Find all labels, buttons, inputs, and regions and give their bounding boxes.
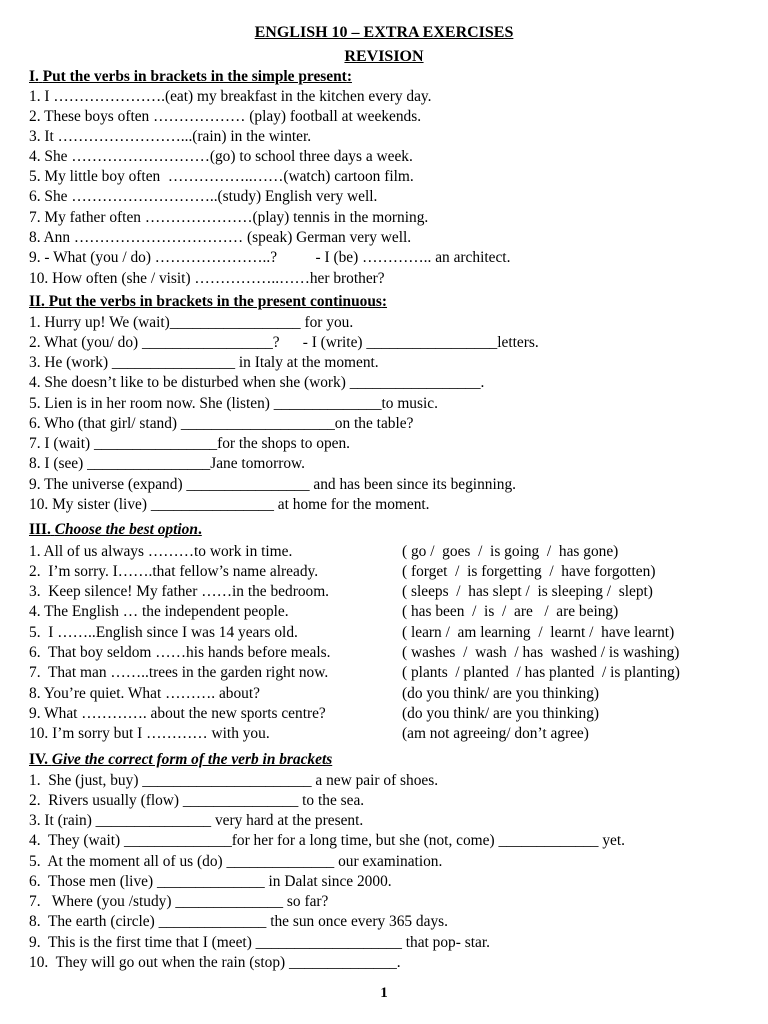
exercise-item: 6. Those men (live) ______________ in Dalat since 2000. <box>29 873 392 890</box>
answer-options: ( go / goes / is going / has gone) <box>402 543 619 560</box>
exercise-item: 1. She (just, buy) ______________________ a new pair of shoes. <box>29 772 439 789</box>
section-heading-suffix: : <box>381 293 388 310</box>
exercise-item: 4. The English … the independent people. <box>29 603 289 620</box>
exercise-item: 9. What …………. about the new sports centre? <box>29 705 326 722</box>
section-heading-2 <box>29 292 387 312</box>
exercise-item: 8. Ann …………………………… (speak) German very well. <box>29 229 412 246</box>
answer-options: (am not agreeing/ don’t agree) <box>402 725 589 742</box>
exercise-item: 2. These boys often ……………… (play) football at weekends. <box>29 108 422 125</box>
exercise-item: 7. My father often …………………(play) tennis in the morning. <box>29 209 429 226</box>
exercise-item: 6. That boy seldom ……his hands before meals. <box>29 644 331 661</box>
section-numeral: IV. <box>29 751 48 768</box>
section-numeral: II. <box>29 293 45 310</box>
exercise-item: 4. They (wait) ______________for her for a long time, but she (not, come) _____________ yet. <box>29 832 625 849</box>
exercise-item: 5. My little boy often ……………..……(watch) cartoon film. <box>29 168 414 185</box>
exercise-item: 9. - What (you / do) …………………..? - I (be) ………….. an architect. <box>29 249 511 266</box>
section-heading-suffix: : <box>346 68 352 85</box>
section-heading-suffix: . <box>197 521 202 538</box>
exercise-item: 3. It ……………………...(rain) in the winter. <box>29 128 312 145</box>
section-numeral: III. <box>29 521 51 538</box>
exercise-item: 5. Lien is in her room now. She (listen) ______________to music. <box>29 395 438 412</box>
exercise-item: 8. The earth (circle) ______________ the sun once every 365 days. <box>29 913 448 930</box>
section-heading-text: Put the verbs in brackets in the simple present <box>42 68 347 85</box>
exercise-item: 1. I ………………….(eat) my breakfast in the kitchen every day. <box>29 88 432 105</box>
section-heading-1 <box>29 67 352 87</box>
exercise-item: 3. It (rain) _______________ very hard at the present. <box>29 812 364 829</box>
answer-options: ( has been / is / are / are being) <box>402 603 619 620</box>
exercise-item: 10. I’m sorry but I ………… with you. <box>29 725 270 742</box>
exercise-item: 10. How often (she / visit) ……………..……her brother? <box>29 270 385 287</box>
exercise-item: 1. Hurry up! We (wait)_________________ for you. <box>29 314 354 331</box>
exercise-item: 6. She ………………………..(study) English very well. <box>29 188 378 205</box>
section-heading-text: Choose the best option <box>54 521 198 538</box>
exercise-item: 8. You’re quiet. What ………. about? <box>29 685 260 702</box>
section-heading-3 <box>29 520 202 540</box>
exercise-item: 10. My sister (live) ________________ at home for the moment. <box>29 496 430 513</box>
answer-options: (do you think/ are you thinking) <box>402 705 600 722</box>
exercise-item: 9. This is the first time that I (meet) ___________________ that pop- star. <box>29 934 490 951</box>
page-number: 1 <box>380 985 388 1001</box>
exercise-item: 7. Where (you /study) ______________ so far? <box>29 893 329 910</box>
exercise-item: 8. I (see) ________________Jane tomorrow. <box>29 455 305 472</box>
exercise-item: 9. The universe (expand) ________________ and has been since its beginning. <box>29 476 516 493</box>
answer-options: ( learn / am learning / learnt / have learnt) <box>402 624 675 641</box>
exercise-item: 3. He (work) ________________ in Italy at the moment. <box>29 354 379 371</box>
exercise-item: 2. I’m sorry. I…….that fellow’s name already. <box>29 563 319 580</box>
section-numeral: I. <box>29 68 39 85</box>
section-heading-text: Put the verbs in brackets in the present continuous <box>48 293 382 310</box>
exercise-item: 10. They will go out when the rain (stop) ______________. <box>29 954 401 971</box>
exercise-item: 3. Keep silence! My father ……in the bedroom. <box>29 583 330 600</box>
answer-options: ( forget / is forgetting / have forgotten) <box>402 563 656 580</box>
section-heading-text: Give the correct form of the verb in brackets <box>51 751 333 768</box>
exercise-item: 4. She ………………………(go) to school three days a week. <box>29 148 413 165</box>
exercise-item: 5. At the moment all of us (do) ______________ our examination. <box>29 853 443 870</box>
exercise-item: 4. She doesn’t like to be disturbed when she (work) _________________. <box>29 374 485 391</box>
answer-options: ( washes / wash / has washed / is washing) <box>402 644 680 661</box>
document-subtitle: REVISION <box>344 48 424 65</box>
exercise-item: 2. Rivers usually (flow) _______________ to the sea. <box>29 792 365 809</box>
exercise-item: 7. That man ……..trees in the garden right now. <box>29 664 329 681</box>
section-heading-4 <box>29 750 332 770</box>
answer-options: (do you think/ are you thinking) <box>402 685 600 702</box>
answer-options: ( sleeps / has slept / is sleeping / slept) <box>402 583 653 600</box>
exercise-item: 7. I (wait) ________________for the shops to open. <box>29 435 351 452</box>
answer-options: ( plants / planted / has planted / is planting) <box>402 664 680 681</box>
exercise-item: 1. All of us always ………to work in time. <box>29 543 293 560</box>
exercise-item: 2. What (you/ do) _________________? - I (write) _________________letters. <box>29 334 539 351</box>
document-title: ENGLISH 10 – EXTRA EXERCISES <box>254 24 514 41</box>
exercise-item: 6. Who (that girl/ stand) ____________________on the table? <box>29 415 414 432</box>
exercise-item: 5. I ……..English since I was 14 years old. <box>29 624 298 641</box>
